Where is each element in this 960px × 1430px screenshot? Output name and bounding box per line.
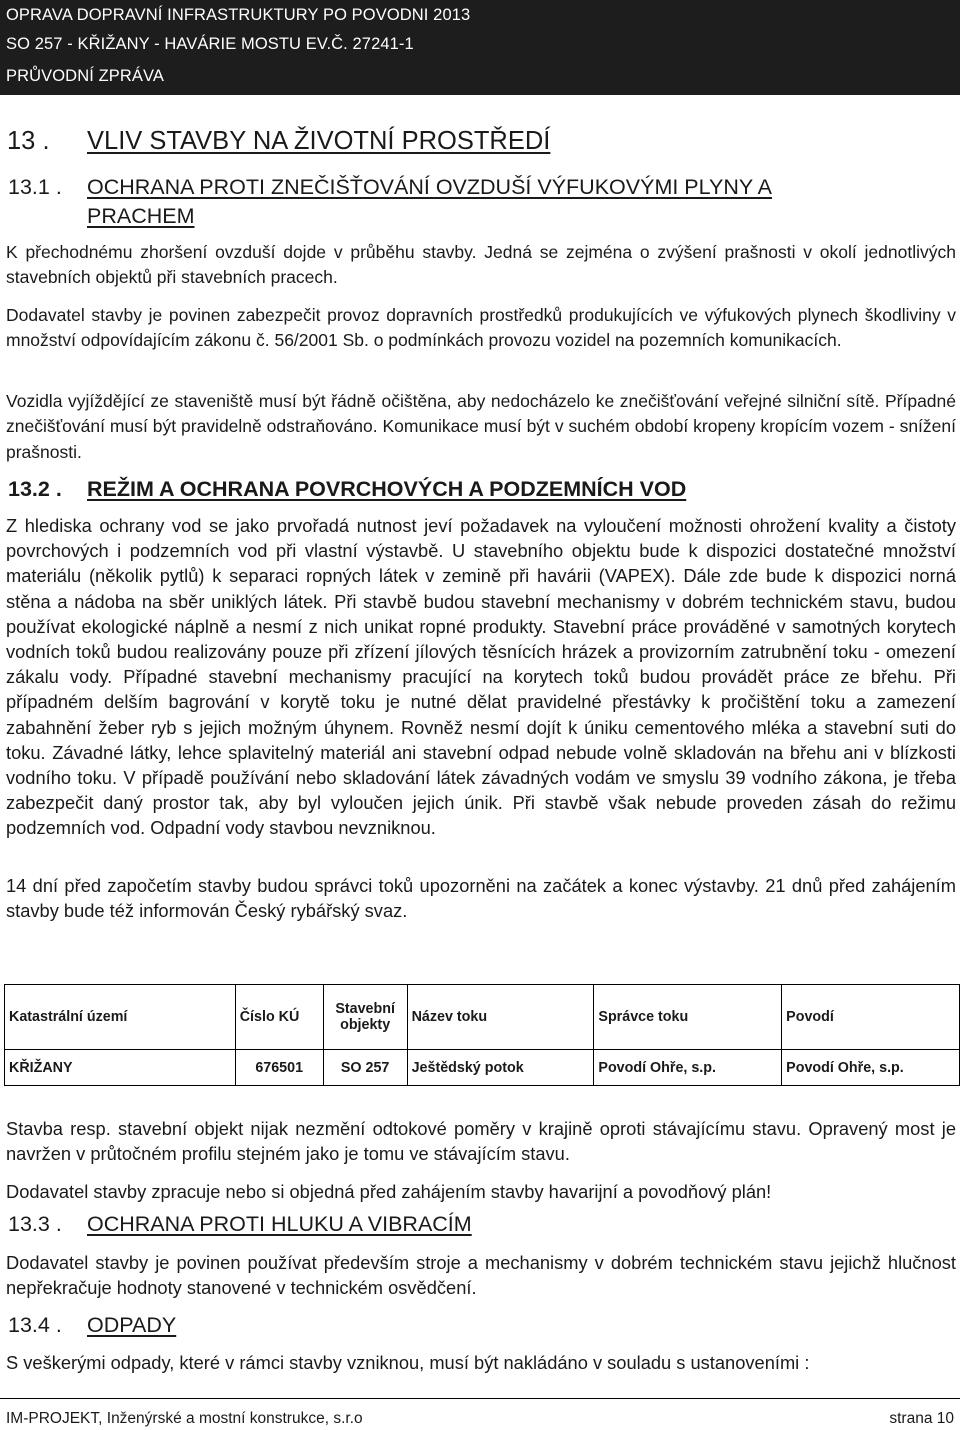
paragraph: Dodavatel stavby zpracuje nebo si objedná před zahájením stavby havarijní a povodňový plán! — [6, 1181, 772, 1202]
paragraph: Vozidla vyjíždějící ze staveniště musí být řádně očištěna, aby nedocházelo ke znečišťování veřejné silniční sítě. Případné znečišťování musí být pravidelně odstraňováno. Komunikace musí být v suchém období kropeny kropícím vozem - snížení prašnosti. — [6, 391, 956, 462]
section-number: 13.2 . — [8, 477, 62, 501]
table-cell: Povodí Ohře, s.p. — [594, 1050, 782, 1086]
paragraph: S veškerými odpady, které v rámci stavby vzniknou, musí být nakládáno v souladu s ustanoveními : — [6, 1352, 810, 1373]
page-footer — [0, 1398, 960, 1430]
table-cell: 676501 — [235, 1050, 323, 1086]
section-title-line2: PRACHEM — [87, 204, 195, 228]
table-header-cell: Název toku — [407, 985, 594, 1050]
paragraph: 14 dní před započetím stavby budou správci toků upozorněni na začátek a konec výstavby. 21 dnů před zahájením stavby bude též informován Český rybářský svaz. — [6, 875, 956, 922]
section-title: ODPADY — [87, 1313, 177, 1337]
table-header-row — [5, 985, 960, 1050]
table-header-cell: Správce toku — [594, 985, 782, 1050]
table-cell: KŘIŽANY — [5, 1050, 236, 1086]
page-header — [0, 0, 960, 95]
header-object-title: SO 257 - KŘIŽANY - HAVÁRIE MOSTU EV.Č. 27241-1 — [6, 35, 414, 53]
section-title-line1: OCHRANA PROTI ZNEČIŠŤOVÁNÍ OVZDUŠÍ VÝFUKOVÝMI PLYNY A — [87, 175, 772, 199]
paragraph: K přechodnému zhoršení ovzduší dojde v průběhu stavby. Jedná se zejména o zvýšení prašnosti v okolí jednotlivých stavebních objektů při stavebních pracech. — [6, 242, 956, 288]
section-number: 13.1 . — [8, 175, 62, 199]
table-cell: SO 257 — [323, 1050, 407, 1086]
header-document-type: PRŮVODNÍ ZPRÁVA — [6, 67, 164, 85]
table-header-cell: Katastrální území — [5, 985, 236, 1050]
paragraph: Dodavatel stavby je povinen zabezpečit provoz dopravních prostředků produkujících ve výfukových plynech škodliviny v množství odpovídajícím zákonu č. 56/2001 Sb. o podmínkách provozu vozidel na pozemních komunikacích. — [6, 305, 956, 351]
footer-company: IM-PROJEKT, Inženýrské a mostní konstrukce, s.r.o — [6, 1410, 363, 1427]
section-title: OCHRANA PROTI HLUKU A VIBRACÍM — [87, 1212, 472, 1236]
section-title: REŽIM A OCHRANA POVRCHOVÝCH A PODZEMNÍCH VOD — [87, 477, 687, 501]
section-number: 13.4 . — [8, 1313, 62, 1337]
header-project-title: OPRAVA DOPRAVNÍ INFRASTRUKTURY PO POVODNI 2013 — [6, 6, 471, 24]
chapter-number: 13 . — [7, 127, 50, 155]
table-header-cell: Povodí — [782, 985, 960, 1050]
paragraph: Stavba resp. stavební objekt nijak nezmění odtokové poměry v krajině oproti stávajícímu stavu. Opravený most je navržen v průtočném profilu stejném jako je tomu ve stávajícím stavu. — [6, 1118, 956, 1165]
table-cell: Ještědský potok — [407, 1050, 594, 1086]
watercourse-table — [4, 984, 960, 1086]
paragraph: Dodavatel stavby je povinen používat především stroje a mechanismy v dobrém technickém stavu jejichž hlučnost nepřekračuje hodnoty stanovené v technickém osvědčení. — [6, 1252, 956, 1299]
chapter-title: VLIV STAVBY NA ŽIVOTNÍ PROSTŘEDÍ — [87, 127, 551, 155]
table-row — [5, 1050, 960, 1086]
paragraph: Z hlediska ochrany vod se jako prvořadá nutnost jeví požadavek na vyloučení možnosti ohrožení kvality a čistoty povrchových i podzemních vod při vlastní výstavbě. U stavebního objektu bude k dispozici dostatečné množství materiálu (několik pytlů) k separaci ropných látek v zemině při havárii (VAPEX). Dále zde bude k dispozici norná stěna a nádoba na sběr uniklých látek. Při stavbě budou stavební mechanismy v dobrém technickém stavu, budou používat ekologické náplně a nesmí z nich unikat ropné produkty. Stavební práce prováděné v samotných korytech vodních toků budou realizovány pouze při zřízení jílových těsnících hrázek a provizorním zatrubnění toku - omezení zákalu vody. Případné stavební mechanismy pracující na korytech toků budou provádět práce ze břehu. Při případném delším bagrování v korytě toku je nutné dělat pravidelné přestávky k pročištění toku a zamezení zabahnění žeber ryb s jejich možným úhynem. Rovněž nesmí dojít k úniku cementového mléka a stavební suti do toku. Závadné látky, lehce splavitelný materiál ani stavební odpad nebude volně skladován na břehu ani v blízkosti vodního toku. V případě používání nebo skladování látek závadných vodám ve smyslu 39 vodního zákona, je třeba zabezpečit daný prostor tak, aby byl vyloučen jejich únik. Při stavbě však nebude proveden zásah do režimu podzemních vod. Odpadní vody stavbou nevzniknou. — [6, 515, 956, 839]
table-cell: Povodí Ohře, s.p. — [782, 1050, 960, 1086]
footer-page-number: strana 10 — [889, 1410, 954, 1427]
table-header-cell: Číslo KÚ — [235, 985, 323, 1050]
table-header-cell: Stavební objekty — [323, 985, 407, 1050]
section-number: 13.3 . — [8, 1212, 62, 1236]
